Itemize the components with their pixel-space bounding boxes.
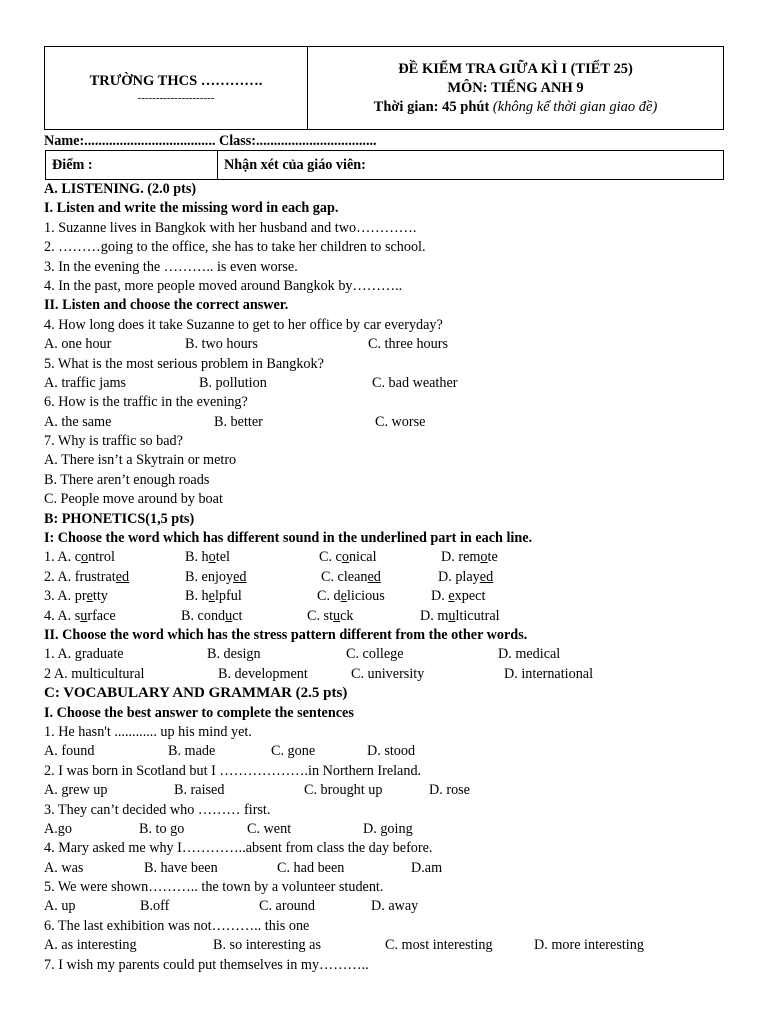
option[interactable]: C. delicious [317, 588, 385, 605]
section-title: A. LISTENING. (2.0 pts) [44, 181, 197, 197]
option[interactable]: C. went [247, 820, 292, 837]
question-line: 1. He hasn't ............ up his mind yet. [44, 723, 252, 740]
option[interactable]: B. design [207, 646, 261, 663]
school-box [45, 47, 308, 129]
option[interactable]: 2 A. multicultural [44, 665, 145, 682]
option[interactable]: B. enjoyed [185, 568, 247, 585]
option[interactable]: D. medical [498, 646, 561, 663]
question-line: 6. The last exhibition was not……….. this one [44, 917, 310, 934]
question-line: 4. How long does it take Suzanne to get to her office by car everyday? [44, 316, 443, 333]
option[interactable]: C. worse [375, 413, 426, 430]
option[interactable]: B. pollution [199, 374, 267, 391]
option[interactable]: B. have been [144, 859, 218, 876]
option[interactable]: 1. A. control [44, 549, 115, 566]
question-line: 6. How is the traffic in the evening? [44, 394, 248, 411]
option[interactable]: B. development [218, 665, 308, 682]
question-line: 7. Why is traffic so bad? [44, 433, 183, 450]
option[interactable]: D. expect [431, 588, 486, 605]
options-row [44, 859, 724, 878]
option[interactable]: B. made [168, 743, 216, 760]
part-title: I: Choose the word which has different sound in the underlined part in each line. [44, 530, 533, 547]
time-label: Thời gian: 45 phút [373, 98, 490, 115]
option[interactable]: B. better [214, 413, 263, 430]
exam-page [44, 46, 724, 975]
option[interactable]: A. traffic jams [44, 374, 127, 391]
option[interactable]: B. There aren’t enough roads [44, 471, 210, 488]
option[interactable]: B. raised [174, 782, 225, 799]
question-line: 2. ………going to the office, she has to take her children to school. [44, 239, 426, 256]
exam-time [374, 98, 658, 117]
option[interactable]: A. as interesting [44, 937, 137, 954]
options-row [44, 665, 724, 684]
options-row [44, 587, 724, 606]
options-row [44, 335, 724, 354]
option[interactable]: B.off [140, 898, 170, 915]
section-title: B: PHONETICS(1,5 pts) [44, 510, 195, 527]
option[interactable]: A.go [44, 820, 72, 837]
exam-title: ĐỀ KIỂM TRA GIỮA KÌ I (TIẾT 25) [398, 60, 633, 77]
question-line: 3. They can’t decided who ……… first. [44, 801, 271, 818]
exam-title-box [308, 47, 723, 129]
option[interactable]: C. gone [271, 743, 316, 760]
option[interactable]: D. played [438, 568, 494, 585]
option[interactable]: C. cleaned [321, 568, 381, 585]
option[interactable]: D. stood [367, 743, 416, 760]
time-note: (không kể thời gian giao đề) [492, 98, 658, 115]
school-name: TRƯỜNG THCS …………. [89, 72, 263, 89]
option[interactable]: B. to go [139, 820, 185, 837]
question-line: 2. I was born in Scotland but I ……………….in Northern Ireland. [44, 762, 422, 779]
section-title: C: VOCABULARY AND GRAMMAR (2.5 pts) [44, 685, 348, 702]
options-row [44, 897, 724, 916]
option[interactable]: C. conical [319, 549, 377, 566]
name-class-line[interactable]: Name:..................................... Class:.................................. [44, 133, 377, 149]
phonetics-section [44, 510, 724, 685]
question-line: 4. Mary asked me why I…………..absent from class the day before. [44, 840, 433, 857]
option[interactable]: C. stuck [307, 607, 354, 624]
options-row [44, 936, 724, 955]
options-row [44, 781, 724, 800]
option[interactable]: A. was [44, 859, 84, 876]
option[interactable]: B. hotel [185, 549, 230, 566]
option[interactable]: A. the same [44, 413, 112, 430]
score-box [45, 150, 724, 180]
option[interactable]: C. had been [277, 859, 345, 876]
option[interactable]: D. international [504, 665, 594, 682]
options-row [44, 742, 724, 761]
part-title: I. Listen and write the missing word in each gap. [44, 200, 339, 217]
option[interactable]: D. away [371, 898, 419, 915]
option[interactable]: B. conduct [181, 607, 243, 624]
option[interactable]: 2. A. frustrated [44, 568, 130, 585]
option[interactable]: C. People move around by boat [44, 491, 223, 508]
options-row [44, 413, 724, 432]
option[interactable]: D. remote [441, 549, 498, 566]
option[interactable]: A. up [44, 898, 76, 915]
option[interactable]: A. one hour [44, 336, 112, 353]
teacher-comment-label[interactable]: Nhận xét của giáo viên: [224, 156, 366, 173]
option[interactable]: B. helpful [185, 588, 242, 605]
option[interactable]: D. more interesting [534, 937, 644, 954]
option[interactable]: A. found [44, 743, 95, 760]
options-row [44, 820, 724, 839]
part-title: II. Choose the word which has the stress pattern different from the other words. [44, 626, 528, 643]
option[interactable]: C. three hours [368, 336, 448, 353]
options-row [44, 607, 724, 626]
score-label[interactable]: Điểm : [46, 151, 218, 179]
options-row [44, 568, 724, 587]
question-line: 5. What is the most serious problem in Bangkok? [44, 355, 324, 372]
option[interactable]: D. rose [429, 782, 470, 799]
option[interactable]: D. multicutral [420, 607, 500, 624]
options-row [44, 374, 724, 393]
option[interactable]: C. brought up [304, 782, 383, 799]
option[interactable]: A. There isn’t a Skytrain or metro [44, 452, 237, 469]
part-title: I. Choose the best answer to complete the sentences [44, 704, 354, 721]
options-row [44, 548, 724, 567]
question-line: 7. I wish my parents could put themselves in my……….. [44, 956, 369, 973]
option[interactable]: B. two hours [185, 336, 258, 353]
school-dash: --------------------- [137, 91, 215, 104]
question-line: 5. We were shown……….. the town by a volunteer student. [44, 879, 384, 896]
exam-subject: MÔN: TIẾNG ANH 9 [447, 79, 584, 96]
vocab-grammar-section [44, 684, 724, 975]
option[interactable]: D.am [411, 859, 443, 876]
option[interactable]: 1. A. graduate [44, 646, 124, 663]
option[interactable]: C. bad weather [372, 374, 458, 391]
listening-section [44, 180, 724, 510]
options-row [44, 645, 724, 664]
option[interactable]: A. grew up [44, 782, 108, 799]
question-line: 3. In the evening the ……….. is even worse. [44, 258, 298, 275]
option[interactable]: 4. A. surface [44, 607, 116, 624]
exam-header [44, 46, 724, 130]
question-line: 4. In the past, more people moved around Bangkok by……….. [44, 277, 403, 294]
option[interactable]: B. so interesting as [213, 937, 321, 954]
option[interactable]: D. going [363, 820, 413, 837]
option[interactable]: C. most interesting [385, 937, 493, 954]
option[interactable]: C. around [259, 898, 315, 915]
question-line: 1. Suzanne lives in Bangkok with her husband and two…………. [44, 219, 417, 236]
option[interactable]: C. university [351, 665, 425, 682]
part-title: II. Listen and choose the correct answer. [44, 297, 289, 314]
option[interactable]: C. college [346, 646, 404, 663]
option[interactable]: 3. A. pretty [44, 588, 108, 605]
